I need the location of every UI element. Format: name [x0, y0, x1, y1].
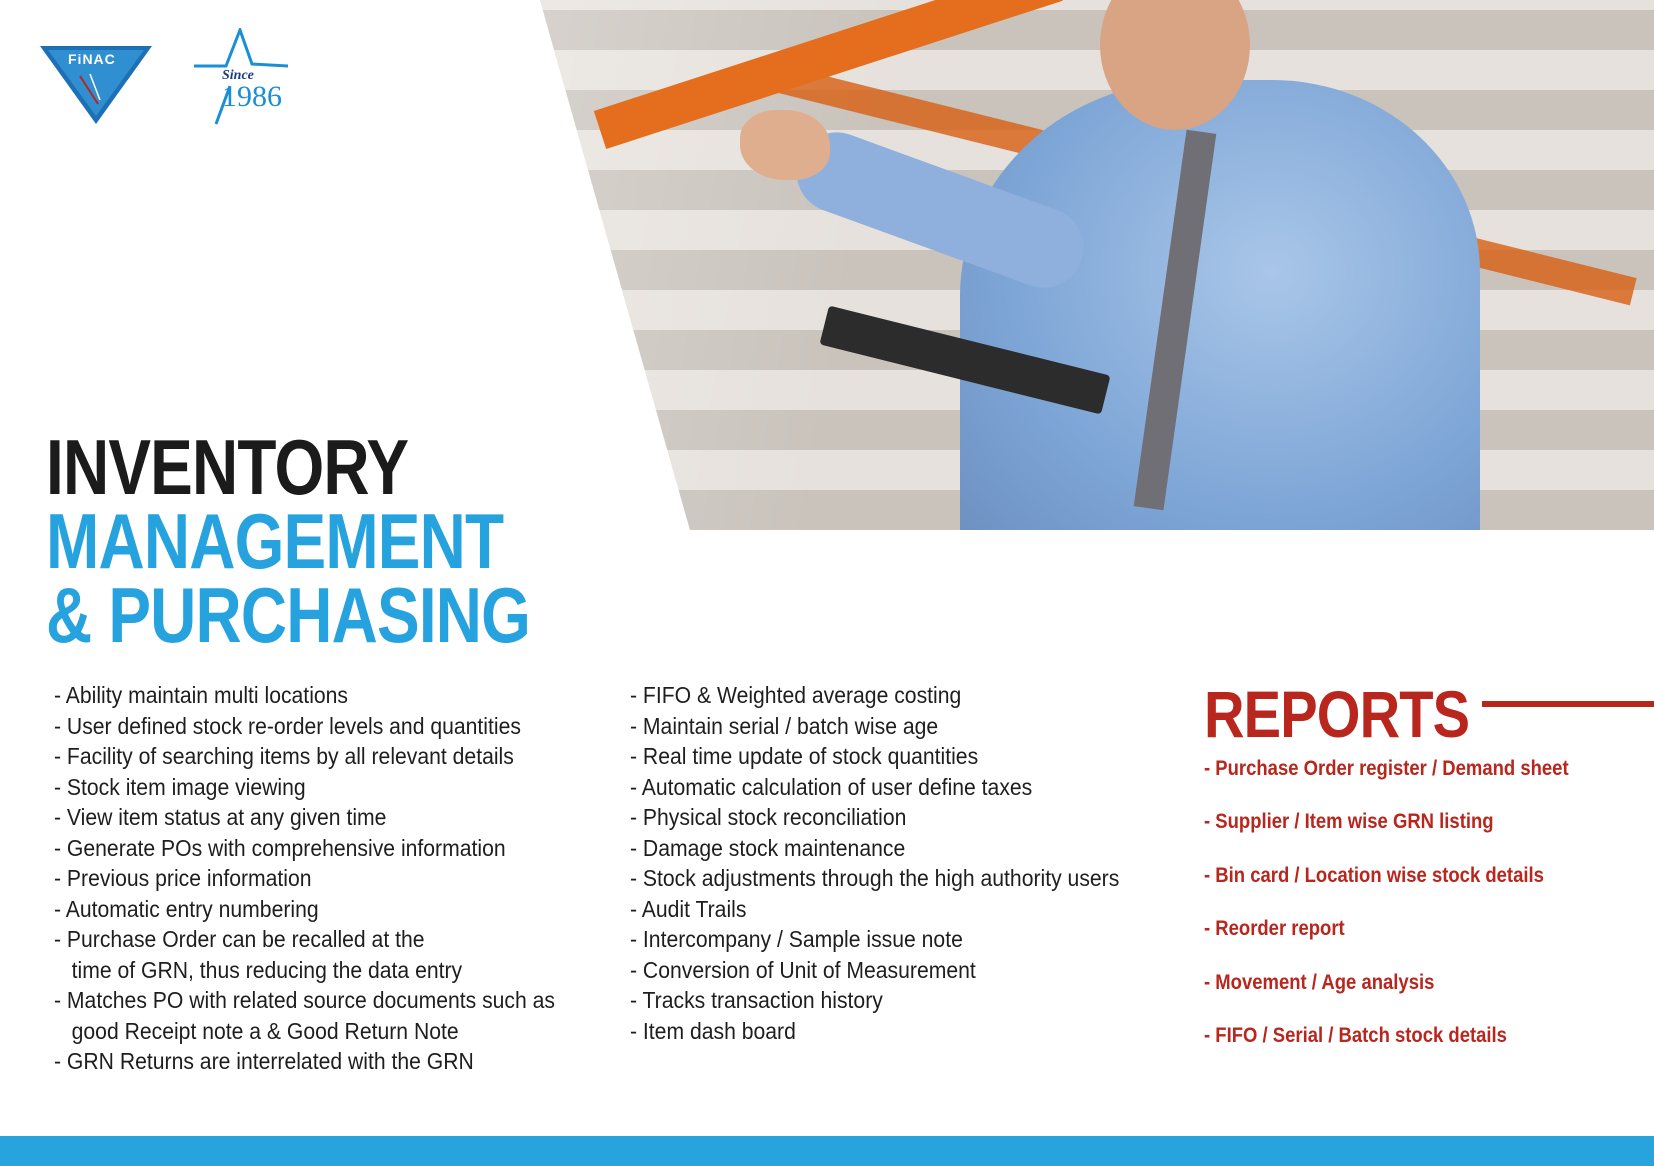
worker-figure [960, 80, 1480, 530]
report-item: - Purchase Order register / Demand sheet [1204, 757, 1569, 780]
list-item: - View item status at any given time [54, 804, 387, 830]
list-item: - Stock item image viewing [54, 773, 306, 800]
list-item: - Intercompany / Sample issue note [630, 926, 963, 952]
features-left-list [54, 680, 599, 1077]
list-item: time of GRN, thus reducing the data entry [54, 956, 463, 983]
list-item: - Conversion of Unit of Measurement [630, 956, 976, 983]
list-item: - Generate POs with comprehensive information [54, 834, 506, 861]
title-line-inventory: INVENTORY [46, 423, 409, 511]
footer-bar [0, 1136, 1654, 1166]
list-item: - Matches PO with related source documents such as [54, 987, 556, 1013]
title-line-management: MANAGEMENT [46, 497, 504, 585]
title-line-purchasing: & PURCHASING [46, 571, 531, 659]
report-item: - Reorder report [1204, 917, 1345, 941]
since-label: Since [222, 68, 254, 83]
list-item: - Automatic entry numbering [54, 895, 319, 922]
list-item: - Automatic calculation of user define taxes [630, 773, 1033, 800]
report-item: - Supplier / Item wise GRN listing [1204, 810, 1494, 834]
list-item: - FIFO & Weighted average costing [630, 682, 962, 708]
list-item: - Maintain serial / batch wise age [630, 712, 939, 739]
hero-warehouse-photo [540, 0, 1654, 530]
list-item: - Purchase Order can be recalled at the [54, 926, 425, 952]
features-right-list [630, 680, 1162, 1046]
reports-divider [1482, 701, 1654, 707]
finac-logo-text: FiNAC [68, 51, 116, 67]
list-item: - GRN Returns are interrelated with the GRN [54, 1048, 474, 1074]
since-1986-logo [190, 28, 295, 128]
report-item: - Bin card / Location wise stock details [1204, 863, 1544, 887]
list-item: - Damage stock maintenance [630, 834, 906, 861]
report-item: - Movement / Age analysis [1204, 970, 1435, 994]
reports-heading: REPORTS [1204, 677, 1470, 751]
report-item: - FIFO / Serial / Batch stock details [1204, 1023, 1507, 1047]
list-item: - Stock adjustments through the high authority users [630, 865, 1120, 891]
list-item: - Previous price information [54, 865, 312, 891]
page-title [46, 423, 636, 659]
since-year: 1986 [222, 80, 282, 113]
reports-list [1204, 757, 1618, 1077]
list-item: - Tracks transaction history [630, 987, 883, 1013]
list-item: - User defined stock re-order levels and quantities [54, 712, 521, 739]
worker-hand [740, 110, 830, 180]
list-item: - Ability maintain multi locations [54, 682, 349, 708]
finac-logo [40, 46, 152, 126]
list-item: - Item dash board [630, 1017, 796, 1044]
list-item: - Facility of searching items by all relevant details [54, 743, 514, 769]
list-item: - Audit Trails [630, 895, 747, 922]
list-item: - Physical stock reconciliation [630, 804, 907, 830]
list-item: good Receipt note a & Good Return Note [54, 1017, 459, 1044]
list-item: - Real time update of stock quantities [630, 743, 979, 769]
